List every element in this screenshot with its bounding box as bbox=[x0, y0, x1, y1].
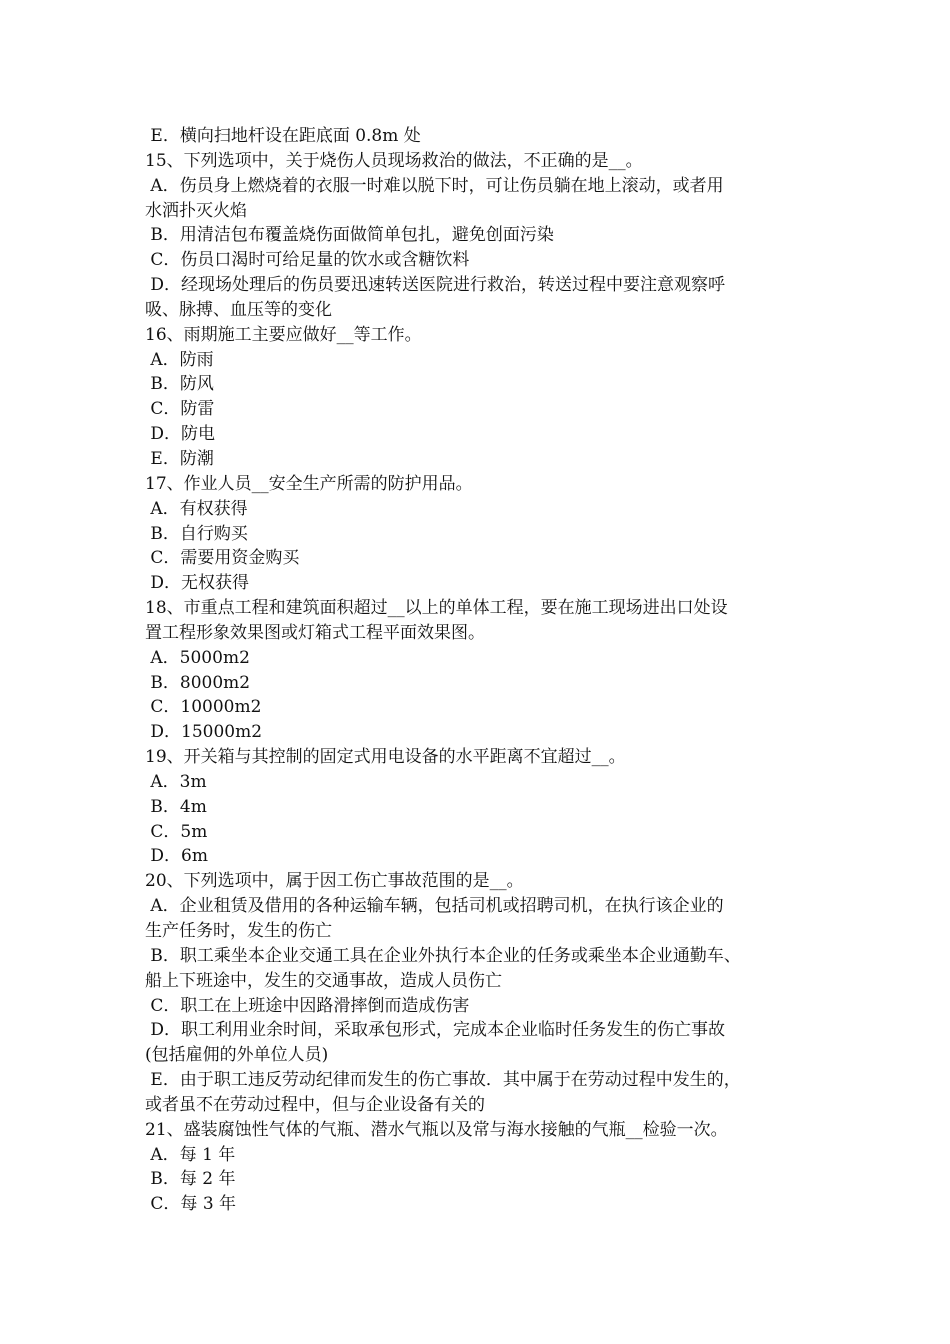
option-line: E．横向扫地杆设在距底面 0.8m 处 bbox=[145, 126, 421, 146]
option-line: D．无权获得 bbox=[145, 573, 250, 594]
option-line: A．防雨 bbox=[145, 349, 214, 370]
question-continuation-line: 置工程形象效果图或灯箱式工程平面效果图。 bbox=[145, 622, 485, 643]
option-continuation-line: (包括雇佣的外单位人员) bbox=[145, 1045, 329, 1066]
option-line: B．8000m2 bbox=[145, 672, 251, 693]
option-line: B．自行购买 bbox=[145, 523, 248, 544]
option-continuation-line: 吸、脉搏、血压等的变化 bbox=[145, 299, 332, 320]
document-text bbox=[145, 124, 815, 1217]
option-line: C．10000m2 bbox=[145, 697, 262, 718]
question-line: 19、开关箱与其控制的固定式用电设备的水平距离不宜超过__。 bbox=[145, 747, 626, 768]
option-line: C．每 3 年 bbox=[145, 1194, 237, 1215]
option-line: C．5m bbox=[145, 821, 208, 842]
option-line: B．防风 bbox=[145, 374, 214, 395]
option-line: D．15000m2 bbox=[145, 722, 263, 743]
option-continuation-line: 或者虽不在劳动过程中，但与企业设备有关的 bbox=[145, 1094, 485, 1115]
option-line: C．伤员口渴时可给足量的饮水或含糖饮料 bbox=[145, 250, 470, 271]
question-line: 16、雨期施工主要应做好__等工作。 bbox=[145, 324, 422, 345]
option-line: B．用清洁包布覆盖烧伤面做简单包扎，避免创面污染 bbox=[145, 225, 554, 246]
option-line: C．需要用资金购买 bbox=[145, 548, 300, 569]
option-line: E．防潮 bbox=[145, 448, 214, 469]
option-line: D．职工利用业余时间，采取承包形式，完成本企业临时任务发生的伤亡事故 bbox=[145, 1020, 726, 1041]
option-line: A．企业租赁及借用的各种运输车辆，包括司机或招聘司机，在执行该企业的 bbox=[145, 896, 724, 917]
question-line: 20、下列选项中，属于因工伤亡事故范围的是__。 bbox=[145, 871, 524, 892]
option-line: A．每 1 年 bbox=[145, 1144, 236, 1165]
option-line: A．伤员身上燃烧着的衣服一时难以脱下时，可让伤员躺在地上滚动，或者用 bbox=[145, 175, 724, 196]
option-line: E．由于职工违反劳动纪律而发生的伤亡事故．其中属于在劳动过程中发生的， bbox=[145, 1070, 741, 1091]
question-line: 17、作业人员__安全生产所需的防护用品。 bbox=[145, 473, 473, 494]
option-line: C．职工在上班途中因路滑摔倒而造成伤害 bbox=[145, 995, 470, 1016]
option-line: D．经现场处理后的伤员要迅速转送医院进行救治，转送过程中要注意观察呼 bbox=[145, 275, 726, 296]
option-line: B．4m bbox=[145, 796, 207, 817]
option-line: B．职工乘坐本企业交通工具在企业外执行本企业的任务或乘坐本企业通勤车、 bbox=[145, 945, 741, 966]
option-line: A．5000m2 bbox=[145, 647, 250, 668]
option-continuation-line: 船上下班途中，发生的交通事故，造成人员伤亡 bbox=[145, 970, 502, 991]
option-line: D．防电 bbox=[145, 424, 216, 445]
question-line: 18、市重点工程和建筑面积超过__以上的单体工程，要在施工现场进出口处设 bbox=[145, 598, 728, 619]
option-line: A．有权获得 bbox=[145, 498, 248, 519]
option-continuation-line: 生产任务时，发生的伤亡 bbox=[145, 921, 332, 941]
option-continuation-line: 水洒扑灭火焰 bbox=[145, 200, 247, 221]
option-line: B．每 2 年 bbox=[145, 1169, 236, 1190]
option-line: A．3m bbox=[145, 771, 207, 792]
option-line: C．防雷 bbox=[145, 399, 215, 420]
question-line: 21、盛装腐蚀性气体的气瓶、潜水气瓶以及常与海水接触的气瓶__检验一次。 bbox=[145, 1119, 728, 1140]
question-line: 15、下列选项中，关于烧伤人员现场救治的做法，不正确的是__。 bbox=[145, 150, 643, 171]
option-line: D．6m bbox=[145, 846, 208, 867]
